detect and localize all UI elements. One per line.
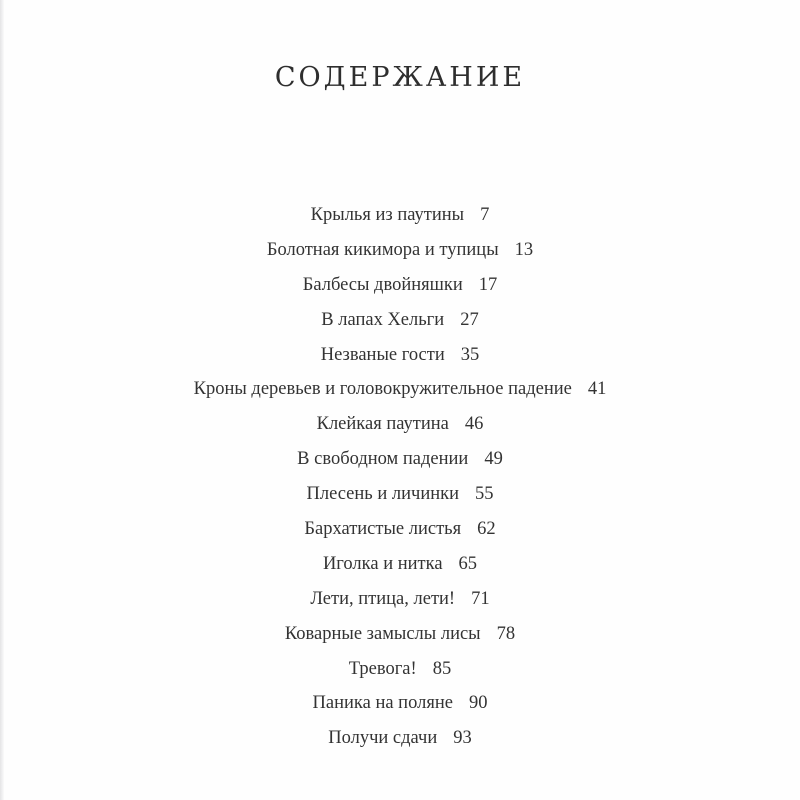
toc-entry-title: Болотная кикимора и тупицы [266,239,499,260]
toc-entry [0,547,800,582]
toc-entry-title: Крылья из паутины [310,205,465,225]
toc-entry [0,442,800,477]
toc-entry-title: Плесень и личинки [306,484,460,505]
toc-entry-page: 27 [460,309,479,330]
toc-entry-page: 17 [478,274,498,295]
toc-entry-title: В лапах Хельги [321,309,445,330]
table-of-contents [0,198,800,756]
toc-entry [0,372,800,407]
toc-entry [0,303,800,338]
toc-entry-page: 78 [496,623,516,644]
toc-entry-title: Бархатистые листья [304,519,462,540]
toc-entry-title: Тревога! [348,658,417,679]
toc-entry-page: 7 [480,205,490,225]
toc-entry [0,268,800,303]
toc-entry-title: Незваные гости [320,344,445,365]
toc-entry [0,338,800,373]
toc-entry [0,512,800,547]
toc-entry-title: Паника на поляне [312,693,453,714]
toc-entry-page: 90 [468,693,488,714]
toc-entry-title: Получи сдачи [328,728,438,749]
toc-entry [0,686,800,721]
page-title: СОДЕРЖАНИЕ [274,62,526,93]
toc-entry-page: 46 [464,414,484,435]
toc-entry-page: 41 [587,379,607,400]
toc-entry-page: 13 [514,239,534,260]
toc-entry [0,582,800,617]
toc-entry-page: 65 [458,553,478,574]
toc-entry [0,233,800,268]
toc-entry [0,652,800,687]
toc-entry-page: 71 [471,588,490,609]
toc-entry [0,721,800,756]
toc-entry-title: Клейкая паутина [316,414,449,435]
toc-entry-title: Иголка и нитка [322,553,443,574]
toc-entry-title: Коварные замыслы лисы [284,623,481,644]
toc-entry-title: В свободном падении [297,449,469,470]
toc-entry-title: Кроны деревьев и головокружительное падение [193,379,572,400]
toc-entry [0,617,800,652]
toc-entry-page: 35 [460,344,480,365]
toc-entry-page: 85 [432,658,452,679]
toc-entry-page: 93 [453,728,472,749]
toc-entry-page: 49 [484,449,503,470]
toc-entry-page: 55 [475,484,494,505]
toc-entry-title: Лети, птица, лети! [310,588,456,609]
toc-entry [0,477,800,512]
toc-entry-page: 62 [477,519,496,540]
toc-entry [0,407,800,442]
toc-entry [0,198,800,233]
toc-entry-title: Балбесы двойняшки [302,274,463,295]
